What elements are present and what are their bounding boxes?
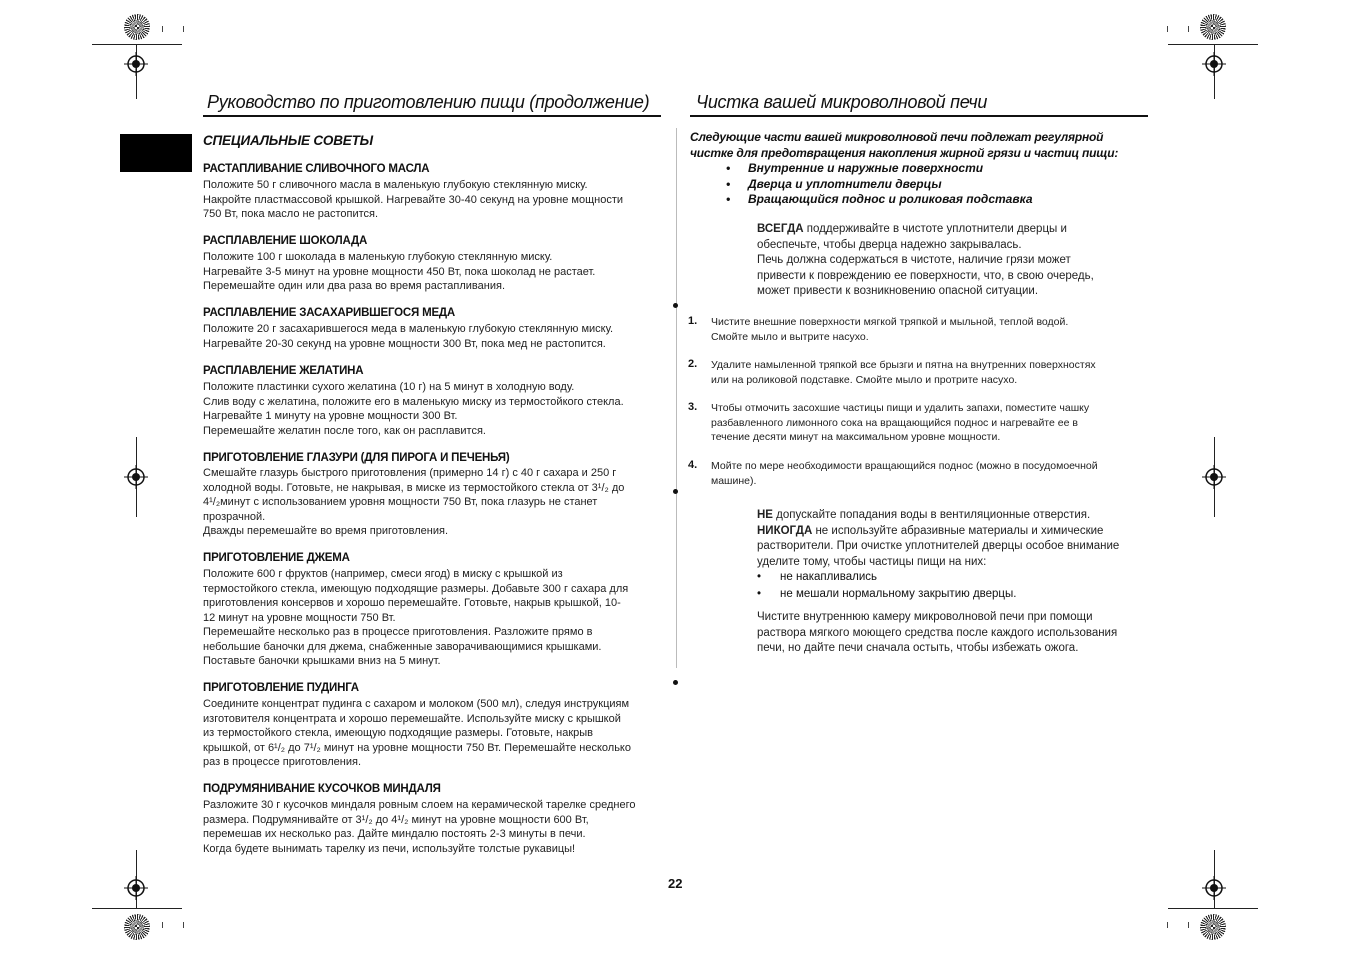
tip-text: Положите пластинки сухого желатина (10 г) на 5 минут в холодную воду. Слив воду с желатина, положите его в маленькую миску из термостойкого стекла. Нагревайте 1 минуту на уровне мощности 300 Вт. Перемешайте желатин после того, как он расплавится. bbox=[203, 381, 624, 437]
trim-tick bbox=[1167, 922, 1168, 928]
trim-tick bbox=[162, 922, 163, 928]
tip-text: Разложите 30 г кусочков миндаля ровным слоем на керамической тарелке среднего размера. Подрумянивайте от 3¹/₂ до 4¹/₂ минут на уровне мощности 600 Вт, перемешав их несколько раз. Дайте миндалю постоять 2-3 минуты в печи. Когда будете вынимать тарелку из печи, используйте толстые рукавицы! bbox=[203, 799, 636, 855]
registration-mark bbox=[124, 52, 148, 76]
tip-text: Положите 50 г сливочного масла в маленькую глубокую стеклянную миску. Накройте пластмассовой крышкой. Нагревайте 30-40 секунд на уровне мощности 750 Вт, пока масло не растопится. bbox=[203, 179, 624, 220]
crop-line bbox=[92, 44, 182, 45]
parts-list-item: • Дверца и уплотнители дверцы bbox=[726, 177, 1033, 193]
step-text: Чтобы отмочить засохшие частицы пищи и удалить запахи, поместите чашку разбавленного лимонного сока на вращающийся поднос и нагревайте ее в течение десяти минут на максимальном уровне мощности. bbox=[711, 402, 1090, 443]
tip-heading: РАСПЛАВЛЕНИЕ ЖЕЛАТИНА bbox=[203, 365, 364, 377]
trim-tick bbox=[183, 26, 184, 32]
registration-mark bbox=[1202, 52, 1226, 76]
page-number: 22 bbox=[668, 876, 683, 891]
tip-text: Соедините концентрат пудинга с сахаром и молоком (500 мл), следуя инструкциям изготовителя концентрата и хорошо перемешайте. Используйте миску с крышкой из термостойкого стекла, имеющую подходящие размеры. Готовьте, накрыв крышкой, от 6¹/₂ до 7¹/₂ минут на уровне мощности 750 Вт. Перемешайте несколько раз в процессе приготовления. bbox=[203, 698, 631, 768]
crop-line bbox=[1168, 44, 1258, 45]
always-note: ВСЕГДА поддерживайте в чистоте уплотнители дверцы и обеспечьте, чтобы дверца надежно закрывалась. Печь должна содержаться в чистоте, наличие грязи может привести к повреждению ее поверхности, что, в свою очередь, может привести к возникновению опасной ситуации. bbox=[757, 223, 1094, 297]
crop-line bbox=[1168, 908, 1258, 909]
tip-heading: ПРИГОТОВЛЕНИЕ ГЛАЗУРИ (ДЛЯ ПИРОГА И ПЕЧЕНЬЯ) bbox=[203, 452, 510, 464]
sunburst-mark bbox=[1200, 14, 1226, 40]
tip-heading: ПРИГОТОВЛЕНИЕ ПУДИНГА bbox=[203, 682, 359, 694]
tip-heading: РАСПЛАВЛЕНИЕ ЗАСАХАРИВШЕГОСЯ МЕДА bbox=[203, 307, 456, 319]
right-page-title: Чистка вашей микроволновой печи bbox=[696, 92, 988, 112]
tip-text: Смешайте глазурь быстрого приготовления (примерно 14 г) с 40 г сахара и 250 г холодной воды. Готовьте, не накрывая, в миске из термостойкого стекла от 3¹/₂ до 4¹/₂минут с использованием уровня мощности 750 Вт, пока глазурь не станет прозрачной. Дважды перемешайте во время приготовления. bbox=[203, 467, 625, 537]
bullet-dot bbox=[673, 489, 678, 494]
tip-text: Положите 20 г засахарившегося меда в маленькую глубокую стеклянную миску. Нагревайте 20-30 секунд на уровне мощности 300 Вт, пока мед не растопится. bbox=[203, 323, 614, 350]
trim-tick bbox=[183, 922, 184, 928]
bullet-dot bbox=[673, 680, 678, 685]
step-text: Чистите внешние поверхности мягкой тряпкой и мыльной, теплой водой. Смойте мыло и вытрите насухо. bbox=[711, 316, 1069, 343]
tip-heading: ПОДРУМЯНИВАНИЕ КУСОЧКОВ МИНДАЛЯ bbox=[203, 783, 441, 795]
registration-mark bbox=[1202, 465, 1226, 489]
tip-text: Положите 100 г шоколада в маленькую глубокую стеклянную миску. Нагревайте 3-5 минут на уровне мощности 450 Вт, пока шоколад не растает. Перемешайте один или два раза во время растапливания. bbox=[203, 251, 596, 292]
final-note: Чистите внутреннюю камеру микроволновой печи при помощи раствора мягкого моющего средства после каждого использования печи, но дайте печи сначала остыть, чтобы избежать ожога. bbox=[757, 611, 1118, 654]
tip-heading: ПРИГОТОВЛЕНИЕ ДЖЕМА bbox=[203, 552, 350, 564]
parts-list-item: • Внутренние и наружные поверхности bbox=[726, 161, 1033, 177]
trim-tick bbox=[162, 26, 163, 32]
tip-text: Положите 600 г фруктов (например, смеси ягод) в миску с крышкой из термостойкого стекла, имеющую подходящие размеры. Добавьте 300 г сахара для приготовления консервов и хорошо перемешайте. Готовьте, накрыв крышкой, 10- 12 минут на уровне мощности 750 Вт. Перемешайте несколько раз в процессе приготовления. Разложите прямо в небольшие баночки для джема, снабженные заворачивающимися крышками. Поставьте баночки крышками вниз на 5 минут. bbox=[203, 568, 629, 667]
step-number: 1. bbox=[688, 315, 698, 327]
crop-line bbox=[92, 908, 182, 909]
tip-heading: РАСТАПЛИВАНИЕ СЛИВОЧНОГО МАСЛА bbox=[203, 163, 430, 175]
registration-mark bbox=[124, 465, 148, 489]
step-number: 4. bbox=[688, 459, 698, 471]
right-title-rule bbox=[690, 115, 1148, 117]
step-text: Мойте по мере необходимости вращающийся поднос (можно в посудомоечной машине). bbox=[711, 460, 1098, 487]
trim-tick bbox=[1167, 26, 1168, 32]
step-text: Удалите намыленной тряпкой все брызги и пятна на внутренних поверхностях или на роликовой подставке. Смойте мыло и протрите насухо. bbox=[711, 359, 1096, 386]
tip-heading: РАСПЛАВЛЕНИЕ ШОКОЛАДА bbox=[203, 235, 368, 247]
step-number: 2. bbox=[688, 358, 698, 370]
trim-tick bbox=[1188, 26, 1189, 32]
cleaning-intro: Следующие части вашей микроволновой печи подлежат регулярной чистке для предотвращения накопления жирной грязи и частиц пищи: bbox=[690, 130, 1119, 160]
sunburst-mark bbox=[1200, 914, 1226, 940]
left-page-title: Руководство по приготовлению пищи (продолжение) bbox=[207, 92, 650, 112]
registration-mark bbox=[124, 876, 148, 900]
step-number: 3. bbox=[688, 401, 698, 413]
warning-note: НЕ допускайте попадания воды в вентиляционные отверстия. НИКОГДА не используйте абразивные материалы и химические растворители. При очистке уплотнителей дверцы особое внимание уделите тому, чтобы частицы пищи на них: bbox=[757, 509, 1120, 568]
section-tab-marker bbox=[120, 134, 192, 172]
trim-tick bbox=[1188, 922, 1189, 928]
parts-list-item: • Вращающийся поднос и роликовая подставка bbox=[726, 192, 1033, 208]
left-title-rule bbox=[203, 115, 661, 117]
bullet-dot bbox=[673, 303, 678, 308]
registration-mark bbox=[1202, 876, 1226, 900]
parts-list bbox=[726, 161, 1033, 208]
column-divider bbox=[676, 128, 677, 668]
sunburst-mark bbox=[124, 914, 150, 940]
sunburst-mark bbox=[124, 14, 150, 40]
section-heading: СПЕЦИАЛЬНЫЕ СОВЕТЫ bbox=[203, 133, 373, 148]
